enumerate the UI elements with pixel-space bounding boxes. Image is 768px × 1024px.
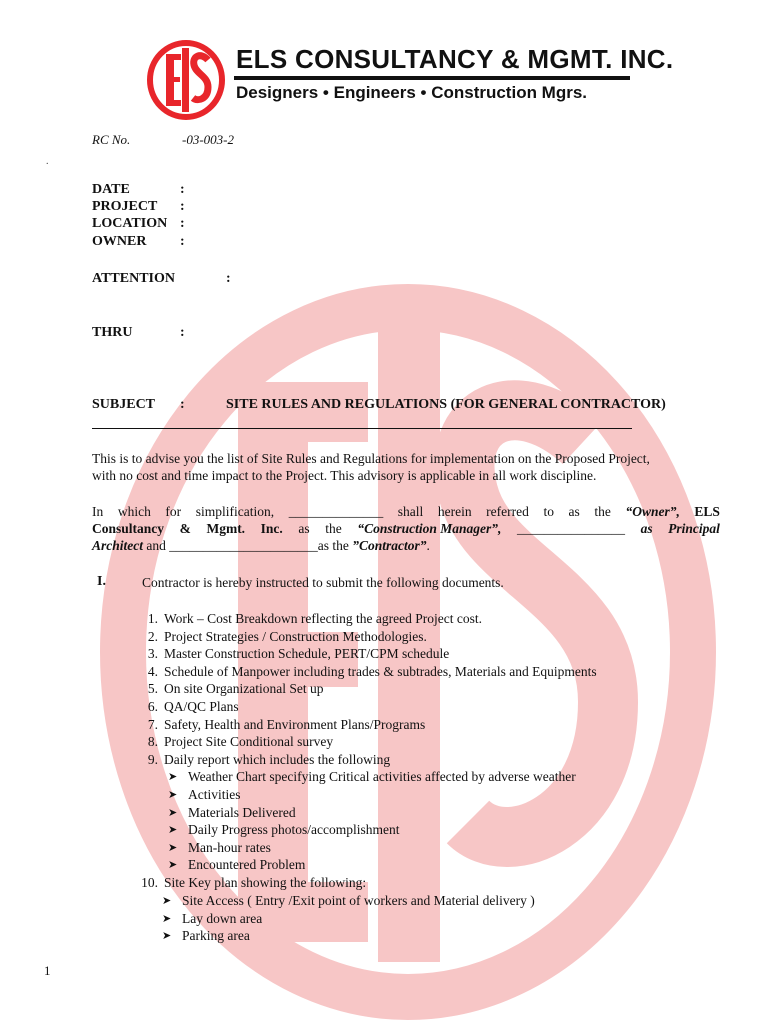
- intro-paragraph: [92, 450, 720, 484]
- item-text: Weather Chart specifying Critical activities affected by adverse weather: [188, 769, 576, 785]
- attention-label: ATTENTION: [92, 271, 175, 286]
- roles-word: as: [298, 521, 310, 536]
- item-text: Work – Cost Breakdown reflecting the agreed Project cost.: [164, 611, 482, 626]
- roles-word: Inc.: [260, 521, 283, 536]
- list-item: [162, 927, 742, 945]
- list-item: [168, 768, 748, 786]
- intro-line-1: This is to advise you the list of Site Rules and Regulations for implementation on the Proposed Project,: [92, 451, 650, 466]
- item-text: Daily Progress photos/accomplishment: [188, 822, 400, 838]
- list-item: [168, 839, 748, 857]
- list-item: [142, 628, 742, 646]
- roles-word: simplification,: [195, 504, 275, 519]
- thru-label: THRU: [92, 325, 133, 340]
- item-text: Schedule of Manpower including trades & subtrades, Materials and Equipments: [164, 663, 597, 679]
- arrow-bullet-icon: ➤: [168, 771, 178, 784]
- item-number: 5.: [147, 681, 158, 697]
- subject-colon: :: [180, 397, 185, 412]
- item-number: 6.: [147, 698, 158, 714]
- roles-word: as the: [317, 538, 353, 553]
- company-logo: [146, 40, 226, 120]
- arrow-bullet-icon: ➤: [168, 841, 178, 854]
- list-item: [142, 733, 742, 751]
- principal-word: Principal: [668, 521, 720, 536]
- subject-text: SITE RULES AND REGULATIONS (FOR GENERAL CONTRACTOR): [226, 397, 666, 412]
- roles-word: as: [568, 504, 580, 519]
- list-item: [142, 645, 742, 663]
- date-colon: :: [180, 182, 185, 197]
- roles-word: the: [325, 521, 342, 536]
- roles-line-2: [92, 520, 720, 537]
- roles-word: the: [594, 504, 611, 519]
- owner-colon: :: [180, 234, 185, 249]
- roles-period: .: [426, 538, 430, 553]
- arrow-bullet-icon: ➤: [162, 912, 172, 925]
- item-number: 1.: [147, 611, 158, 626]
- list-item: [142, 680, 742, 698]
- roles-word: for: [165, 504, 182, 519]
- owner-blank: ______________: [288, 504, 384, 519]
- item-text: Materials Delivered: [188, 804, 296, 820]
- item-text: Daily report which includes the following: [164, 751, 391, 767]
- item-text: Site Access ( Entry /Exit point of workers and Material delivery ): [182, 893, 535, 908]
- roles-word: shall: [397, 504, 424, 519]
- item-text: Activities: [188, 786, 241, 802]
- roles-line-3: [92, 537, 720, 554]
- item-text: Lay down area: [182, 910, 263, 926]
- roles-line-1: [92, 503, 720, 520]
- item-number: 4.: [147, 663, 158, 679]
- subject-rule: [92, 428, 632, 429]
- item-number: 8.: [147, 734, 158, 750]
- daily-report-sublist: [168, 768, 748, 874]
- item-text: Master Construction Schedule, PERT/CPM schedule: [164, 646, 450, 662]
- els-word: ELS: [694, 504, 720, 519]
- item-text: Site Key plan showing the following:: [164, 875, 367, 890]
- item-text: Safety, Health and Environment Plans/Programs: [164, 716, 426, 732]
- architect-blank: ________________: [516, 521, 625, 536]
- architect-term: Architect: [92, 538, 143, 553]
- item-text: Project Strategies / Construction Methodologies.: [164, 628, 427, 644]
- roles-word: referred: [486, 504, 529, 519]
- contractor-blank: ______________________: [169, 538, 318, 553]
- intro-line-2: with no cost and time impact to the Project. This advisory is applicable in all work discipline.: [92, 468, 597, 483]
- owner-label: OWNER: [92, 234, 147, 249]
- roles-word: herein: [437, 504, 472, 519]
- list-item: [142, 716, 742, 734]
- roles-word: In: [92, 504, 104, 519]
- rc-value: -03-003-2: [182, 132, 234, 147]
- arrow-bullet-icon: ➤: [162, 930, 172, 943]
- list-item: [168, 821, 748, 839]
- location-colon: :: [180, 216, 185, 231]
- key-plan-sublist: [162, 892, 742, 945]
- item-text: Parking area: [182, 928, 250, 944]
- project-label: PROJECT: [92, 199, 158, 214]
- item-number: 3.: [147, 646, 158, 662]
- item-number: 9.: [147, 751, 158, 767]
- list-item: [162, 892, 742, 910]
- stray-mark: .: [46, 156, 49, 167]
- item-number: 7.: [147, 716, 158, 732]
- item-number: 2.: [147, 628, 158, 644]
- contractor-term: ”Contractor”: [352, 538, 427, 553]
- roles-paragraph: [92, 503, 720, 554]
- letterhead-rule: [234, 76, 630, 80]
- attention-colon: :: [226, 271, 231, 286]
- subject-label: SUBJECT: [92, 397, 156, 412]
- item-text: QA/QC Plans: [164, 698, 239, 714]
- company-name: ELS CONSULTANCY & MGMT. INC.: [236, 44, 674, 74]
- item-text: Project Site Conditional survey: [164, 734, 334, 750]
- key-plan-item: [142, 874, 742, 892]
- roles-word: as: [640, 521, 653, 536]
- roles-word: &: [179, 521, 191, 536]
- company-tagline: Designers • Engineers • Construction Mgrs.: [236, 83, 588, 102]
- list-item: [162, 910, 742, 928]
- roles-word: Consultancy: [92, 521, 165, 536]
- roles-word: to: [543, 504, 554, 519]
- owner-term: “Owner”,: [625, 504, 680, 519]
- roles-word: and: [146, 538, 166, 553]
- page-number: 1: [44, 963, 51, 978]
- item-text: Encountered Problem: [188, 857, 306, 873]
- list-item: [142, 663, 742, 681]
- item-text: On site Organizational Set up: [164, 681, 324, 697]
- list-item: [142, 751, 742, 769]
- arrow-bullet-icon: ➤: [168, 788, 178, 801]
- section-numeral: I.: [97, 574, 106, 589]
- list-item: [142, 874, 742, 892]
- thru-colon: :: [180, 325, 185, 340]
- list-item: [142, 698, 742, 716]
- list-item: [168, 856, 748, 874]
- list-item: [168, 804, 748, 822]
- item-number: 10.: [141, 875, 158, 890]
- list-item: [142, 610, 742, 628]
- item-text: Man-hour rates: [188, 839, 271, 855]
- arrow-bullet-icon: ➤: [168, 824, 178, 837]
- arrow-bullet-icon: ➤: [168, 806, 178, 819]
- project-colon: :: [180, 199, 185, 214]
- rc-label: RC No.: [92, 132, 131, 147]
- documents-list: [142, 610, 742, 768]
- section-intro: Contractor is hereby instructed to submit the following documents.: [142, 575, 504, 590]
- date-label: DATE: [92, 182, 130, 197]
- roles-word: which: [117, 504, 151, 519]
- construction-manager-term: “Construction Manager”,: [357, 521, 502, 536]
- arrow-bullet-icon: ➤: [162, 895, 172, 907]
- list-item: [168, 786, 748, 804]
- arrow-bullet-icon: ➤: [168, 859, 178, 872]
- location-label: LOCATION: [92, 216, 168, 231]
- roles-word: Mgmt.: [206, 521, 246, 536]
